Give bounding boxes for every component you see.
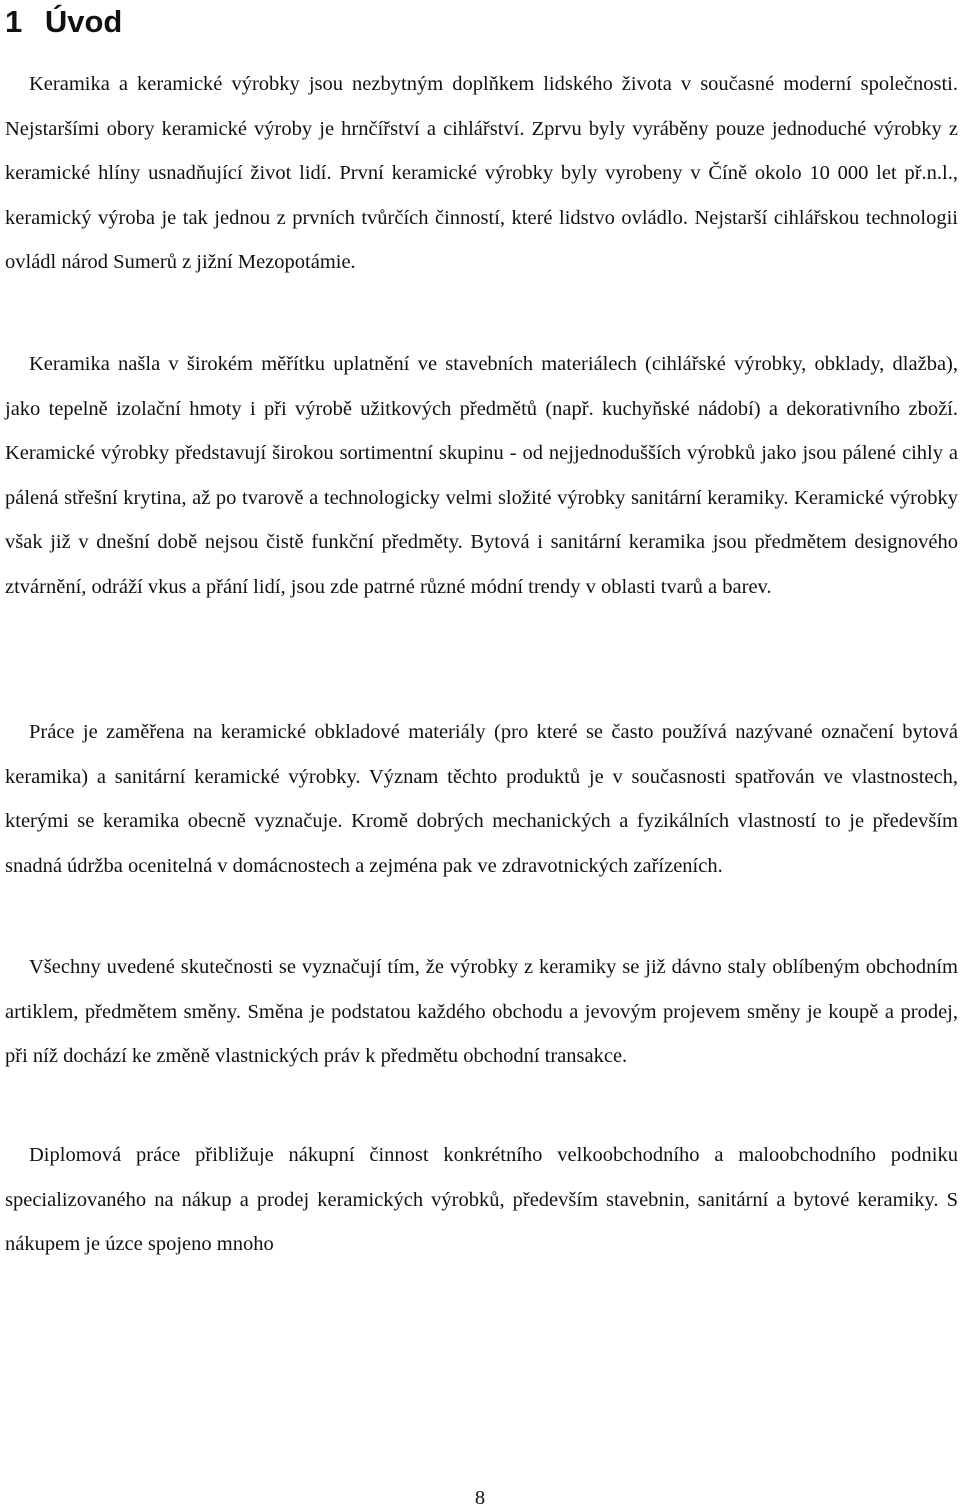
chapter-title: 1 Úvod [5,4,123,39]
paragraph-introduction: Keramika a keramické výrobky jsou nezbytným doplňkem lidského života v současné moderní společnosti. Nejstaršími obory keramické výroby je hrnčířství a cihlářství. Zprvu byly vyráběny pouze jednoduché výrobky z keramické hlíny usnadňující život lidí. První keramické výrobky byly vyrobeny v Číně okolo 10 000 let př.n.l., keramický výroba je tak jednou z prvních tvůrčích činností, které lidstvo ovládlo. Nejstarší cihlářskou technologii ovládl národ Sumerů z jižní Mezopotámie. [5,73,958,274]
paragraph-trade: Všechny uvedené skutečnosti se vyznačují tím, že výrobky z keramiky se již dávno staly oblíbeným obchodním artiklem, předmětem směny. Směna je podstatou každého obchodu a jevovým projevem směny je koupě a prodej, při níž dochází ke změně vlastnických práv k předmětu obchodní transakce. [5,956,958,1068]
paragraph-thesis-scope: Diplomová práce přibližuje nákupní činnost konkrétního velkoobchodního a maloobchodního podniku specializovaného na nákup a prodej keramických výrobků, především stavebnin, sanitární a bytové keramiky. S nákupem je úzce spojeno mnoho [5,1144,958,1256]
page-number: 8 [474,1487,486,1509]
paragraph-ceramics-usage: Keramika našla v širokém měřítku uplatnění ve stavebních materiálech (cihlářské výrobky, obklady, dlažba), jako tepelně izolační hmoty i při výrobě užitkových předmětů (např. kuchyňské nádobí) a dekorativního zboží. Keramické výrobky představují širokou sortimentní skupinu - od nejjednodušších výrobků jako jsou pálené cihly a pálená střešní krytina, až po tvarově a technologicky velmi složité výrobky sanitární keramiky. Keramické výrobky však již v dnešní době nejsou čistě funkční předměty. Bytová i sanitární keramika jsou předmětem designového ztvárnění, odráží vkus a přání lidí, jsou zde patrné různé módní trendy v oblasti tvarů a barev. [5,353,958,598]
paragraph-thesis-focus: Práce je zaměřena na keramické obkladové materiály (pro které se často používá nazývané označení bytová keramika) a sanitární keramické výrobky. Význam těchto produktů je v současnosti spatřován ve vlastnostech, kterými se keramika obecně vyznačuje. Kromě dobrých mechanických a fyzikálních vlastností to je především snadná údržba ocenitelná v domácnostech a zejména pak ve zdravotnických zařízeních. [5,721,958,877]
